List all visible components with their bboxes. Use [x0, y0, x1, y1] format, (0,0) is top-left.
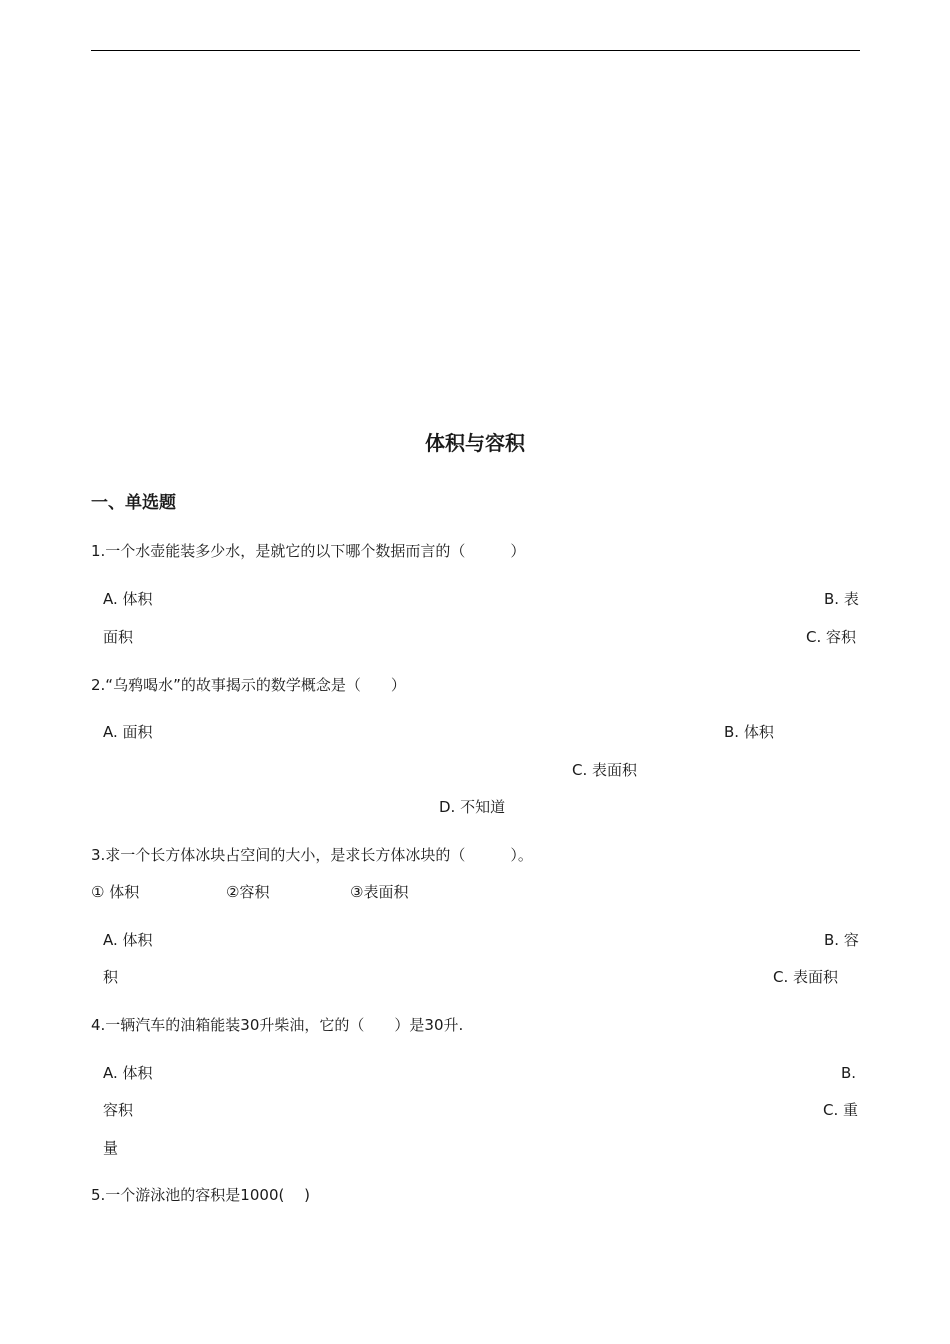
question-4-option-b-wrap[interactable]: 容积 [103, 1101, 134, 1119]
question-4-stem: 4.一辆汽车的油箱能装30升柴油，它的（ ）是30升. [91, 1016, 464, 1034]
question-2-option-a[interactable]: A. 面积 [103, 723, 153, 741]
question-3-stem: 3.求一个长方体冰块占空间的大小，是求长方体冰块的（ ）。 [91, 846, 533, 864]
header-rule [91, 50, 860, 51]
question-2-option-b[interactable]: B. 体积 [724, 723, 774, 741]
question-1-stem: 1.一个水壶能装多少水，是就它的以下哪个数据而言的（ ） [91, 542, 526, 560]
question-1-option-c[interactable]: C. 容积 [806, 628, 857, 646]
question-2-option-d[interactable]: D. 不知道 [439, 798, 506, 816]
question-3-choice-3: ③表面积 [350, 883, 409, 901]
question-1-option-a[interactable]: A. 体积 [103, 590, 153, 608]
question-2-stem: 2.“乌鸦喝水”的故事揭示的数学概念是（ ） [91, 676, 406, 694]
document-title: 体积与容积 [425, 431, 525, 455]
question-3-option-b-wrap[interactable]: 积 [103, 968, 119, 986]
question-2-option-c[interactable]: C. 表面积 [572, 761, 638, 779]
question-4-option-b[interactable]: B. [841, 1064, 857, 1082]
question-5-stem: 5.一个游泳池的容积是1000( ) [91, 1186, 310, 1204]
question-3-choice-2: ②容积 [226, 883, 270, 901]
question-4-option-c[interactable]: C. 重 [823, 1101, 859, 1119]
question-4-option-a[interactable]: A. 体积 [103, 1064, 153, 1082]
question-3-choice-1: ① 体积 [91, 883, 140, 901]
question-4-option-c-wrap[interactable]: 量 [103, 1139, 119, 1157]
question-1-option-b-wrap[interactable]: 面积 [103, 628, 134, 646]
question-3-option-c[interactable]: C. 表面积 [773, 968, 839, 986]
section-heading: 一、单选题 [91, 493, 176, 513]
question-3-option-a[interactable]: A. 体积 [103, 931, 153, 949]
question-3-option-b[interactable]: B. 容 [824, 931, 859, 949]
question-1-option-b[interactable]: B. 表 [824, 590, 859, 608]
